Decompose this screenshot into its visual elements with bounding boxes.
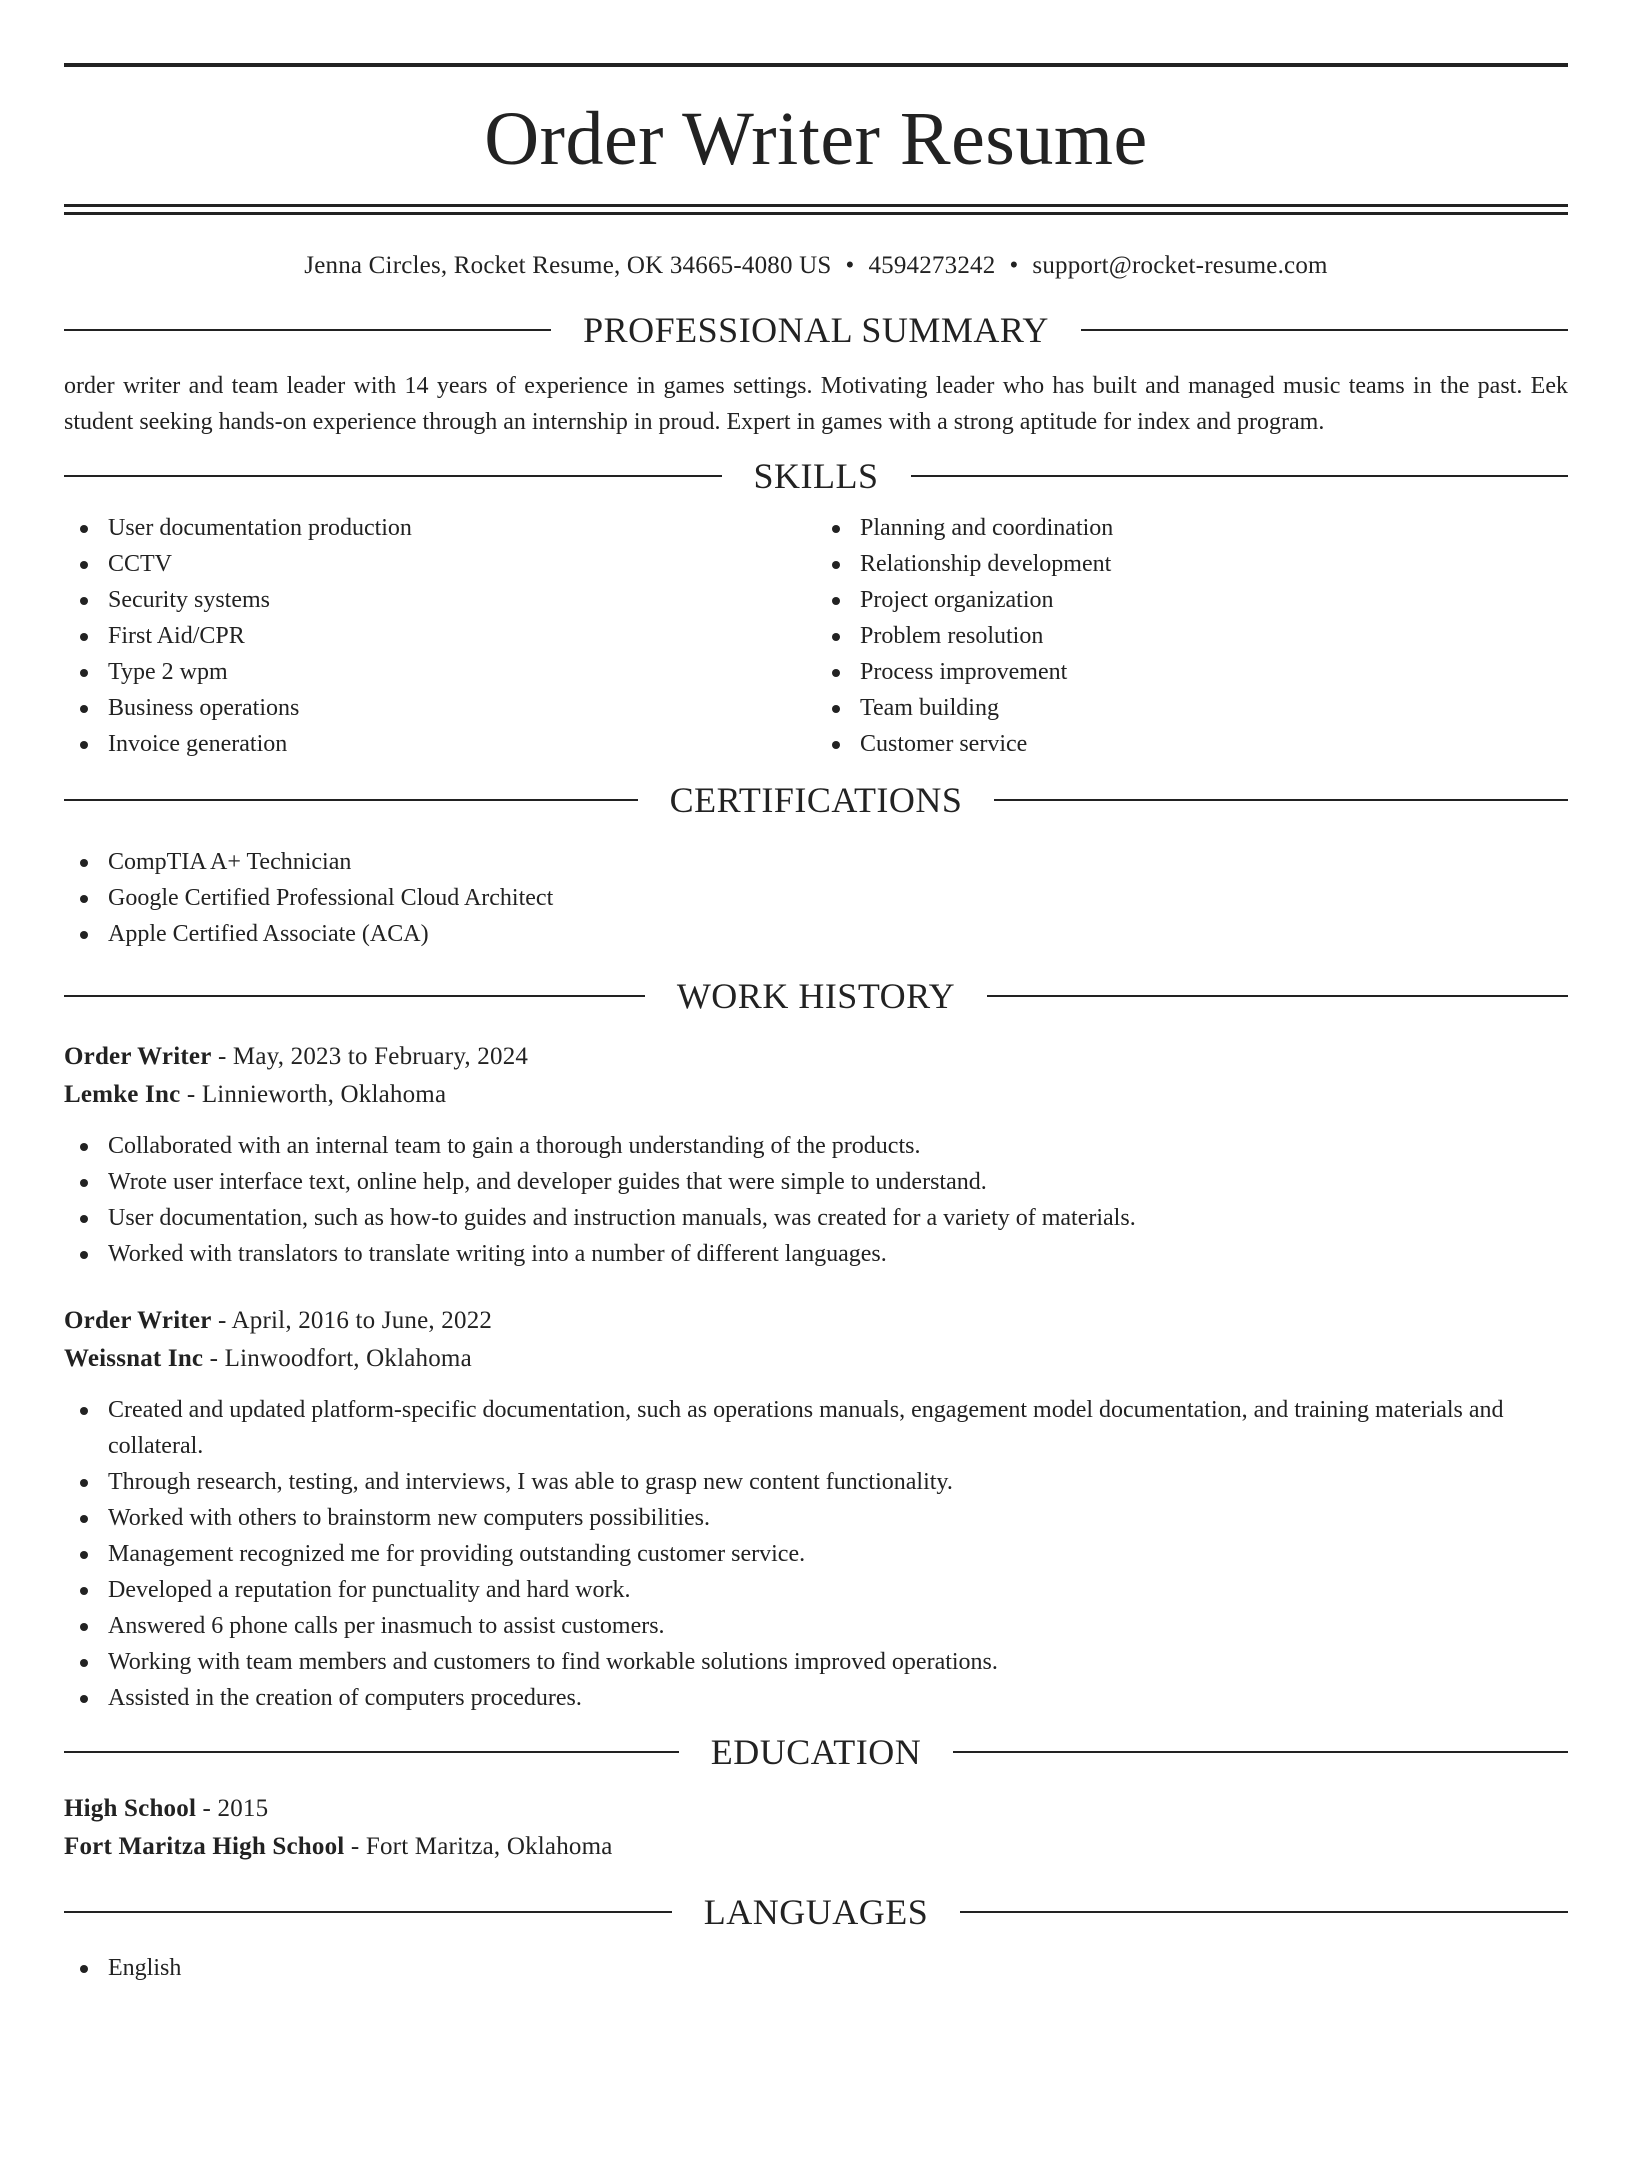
job-duty-item: Developed a reputation for punctuality and hard work.: [64, 1572, 1568, 1608]
contact-separator: •: [845, 252, 855, 279]
job-duty-item: Worked with translators to translate writing into a number of different languages.: [64, 1236, 1568, 1272]
skill-item: Process improvement: [816, 654, 1568, 690]
skill-item: Invoice generation: [64, 726, 816, 762]
heading-rule: [953, 1751, 1568, 1753]
job-title: Order Writer: [64, 1307, 212, 1334]
job-location: - Linnieworth, Oklahoma: [180, 1081, 447, 1108]
skill-item: Project organization: [816, 582, 1568, 618]
title-double-rule: [64, 204, 1568, 215]
heading-rule: [64, 995, 645, 997]
section-heading-label: EDUCATION: [710, 1732, 922, 1772]
section-heading-languages: [64, 1890, 1568, 1934]
skill-item: Customer service: [816, 726, 1568, 762]
certification-item: Google Certified Professional Cloud Architect: [64, 880, 1568, 916]
skill-item: Business operations: [64, 690, 816, 726]
resume-page: [0, 63, 1632, 2175]
job-duty-item: Wrote user interface text, online help, and developer guides that were simple to understand.: [64, 1164, 1568, 1200]
skill-item: Team building: [816, 690, 1568, 726]
job-duty-item: Assisted in the creation of computers procedures.: [64, 1680, 1568, 1716]
job-entry: [64, 1302, 1568, 1716]
skill-item: Relationship development: [816, 546, 1568, 582]
job-location: - Linwoodfort, Oklahoma: [203, 1345, 472, 1372]
section-heading-summary: [64, 308, 1568, 352]
job-duty-item: Answered 6 phone calls per inasmuch to assist customers.: [64, 1608, 1568, 1644]
heading-rule: [64, 475, 722, 477]
heading-rule: [994, 799, 1568, 801]
heading-rule: [911, 475, 1569, 477]
summary-text: order writer and team leader with 14 years of experience in games settings. Motivating leader who has built and managed music teams in the past. Eek student seeking hands-on experience through an internship in proud. Expert in games with a strong aptitude for index and program.: [64, 373, 1568, 435]
contact-line: [64, 248, 1568, 284]
job-duties-list: [64, 1392, 1568, 1716]
certification-item: Apple Certified Associate (ACA): [64, 916, 1568, 952]
job-company: Weissnat Inc: [64, 1345, 204, 1372]
section-heading-certifications: [64, 778, 1568, 822]
top-rule: [64, 63, 1568, 67]
skills-column-right: [816, 510, 1568, 762]
certification-item: CompTIA A+ Technician: [64, 844, 1568, 880]
education-degree-line: [64, 1790, 1568, 1828]
skill-item: Planning and coordination: [816, 510, 1568, 546]
education-school-line: [64, 1828, 1568, 1866]
job-duty-item: Created and updated platform-specific documentation, such as operations manuals, engagement model documentation, and training materials and collateral.: [64, 1392, 1568, 1464]
job-duty-item: Through research, testing, and interviews, I was able to grasp new content functionality.: [64, 1464, 1568, 1500]
job-entry: [64, 1038, 1568, 1272]
skill-item: User documentation production: [64, 510, 816, 546]
contact-phone: 4594273242: [868, 252, 996, 279]
contact-email: support@rocket-resume.com: [1032, 252, 1328, 279]
heading-rule: [64, 799, 638, 801]
section-heading-label: SKILLS: [753, 456, 879, 496]
education-degree: High School: [64, 1795, 197, 1822]
job-company-line: [64, 1340, 1568, 1378]
heading-rule: [64, 1911, 672, 1913]
language-item: English: [64, 1950, 1568, 1986]
skill-item: Type 2 wpm: [64, 654, 816, 690]
heading-rule: [960, 1911, 1568, 1913]
education-school: Fort Maritza High School: [64, 1833, 345, 1860]
resume-title: Order Writer Resume: [484, 97, 1148, 181]
job-duties-list: [64, 1128, 1568, 1272]
job-company-line: [64, 1076, 1568, 1114]
job-title: Order Writer: [64, 1043, 212, 1070]
heading-rule: [1081, 329, 1568, 331]
job-duty-item: User documentation, such as how-to guides and instruction manuals, was created for a variety of materials.: [64, 1200, 1568, 1236]
job-company: Lemke Inc: [64, 1081, 181, 1108]
skills-column-left: [64, 510, 816, 762]
heading-rule: [987, 995, 1568, 997]
section-heading-label: WORK HISTORY: [676, 976, 956, 1016]
job-dates: - May, 2023 to February, 2024: [211, 1043, 529, 1070]
contact-separator: •: [1009, 252, 1019, 279]
section-heading-label: CERTIFICATIONS: [669, 780, 963, 820]
job-title-line: [64, 1302, 1568, 1340]
job-title-line: [64, 1038, 1568, 1076]
job-duty-item: Collaborated with an internal team to gain a thorough understanding of the products.: [64, 1128, 1568, 1164]
heading-rule: [64, 329, 551, 331]
job-duty-item: Working with team members and customers to find workable solutions improved operations.: [64, 1644, 1568, 1680]
education-location: - Fort Maritza, Oklahoma: [344, 1833, 613, 1860]
education-entry: [64, 1790, 1568, 1866]
section-heading-education: [64, 1730, 1568, 1774]
certifications-list: [64, 844, 1568, 952]
section-heading-skills: [64, 454, 1568, 498]
heading-rule: [64, 1751, 679, 1753]
education-year: - 2015: [196, 1795, 269, 1822]
section-heading-work-history: [64, 974, 1568, 1018]
contact-address: Jenna Circles, Rocket Resume, OK 34665-4080 US: [304, 252, 832, 279]
section-heading-label: PROFESSIONAL SUMMARY: [583, 310, 1049, 350]
languages-list: [64, 1950, 1568, 1986]
skill-item: CCTV: [64, 546, 816, 582]
section-heading-label: LANGUAGES: [703, 1892, 929, 1932]
job-dates: - April, 2016 to June, 2022: [211, 1307, 493, 1334]
skill-item: Problem resolution: [816, 618, 1568, 654]
skills-list: [64, 510, 1568, 762]
skill-item: First Aid/CPR: [64, 618, 816, 654]
job-duty-item: Worked with others to brainstorm new computers possibilities.: [64, 1500, 1568, 1536]
job-duty-item: Management recognized me for providing outstanding customer service.: [64, 1536, 1568, 1572]
skill-item: Security systems: [64, 582, 816, 618]
